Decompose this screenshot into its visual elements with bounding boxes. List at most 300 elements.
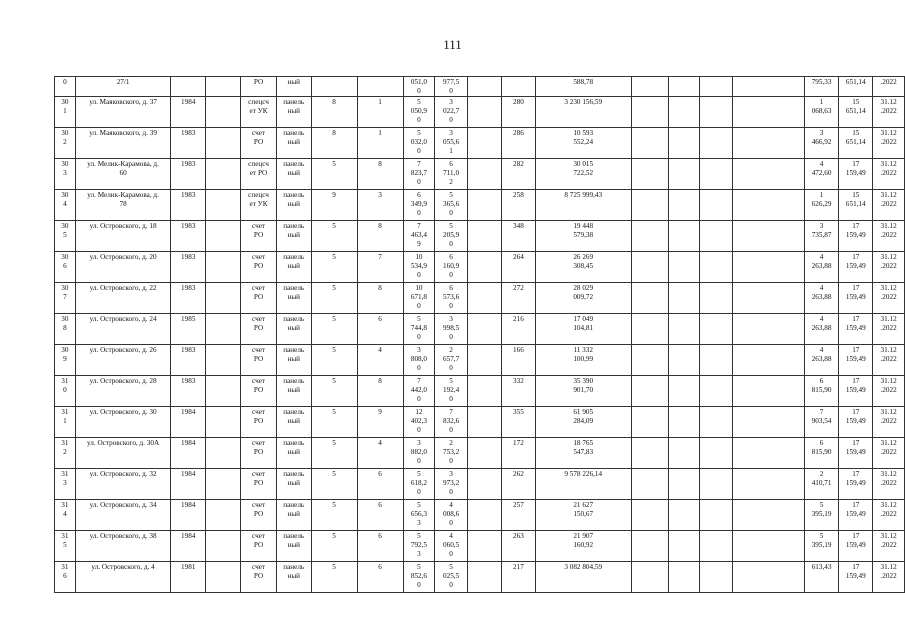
cell-max-rate: 17 159,49 xyxy=(839,159,873,190)
cell-living-area: 6 711,0 2 xyxy=(435,159,468,190)
cell-empty-cell xyxy=(206,283,241,314)
cell-cost: 3 082 804,59 xyxy=(535,562,631,593)
cell-residents: 216 xyxy=(502,314,536,345)
cell-floors: 5 xyxy=(311,407,357,438)
cell-floors: 5 xyxy=(311,221,357,252)
cell-total-area: 3 808,0 0 xyxy=(403,345,435,376)
cell-build-year: 1984 xyxy=(171,407,206,438)
cell-unit-cost: 5 395,19 xyxy=(804,531,839,562)
table-row xyxy=(55,159,905,190)
cell-floors: 9 xyxy=(311,190,357,221)
table-row xyxy=(55,407,905,438)
cell-empty-cell xyxy=(631,562,668,593)
cell-deadline: 31.12 .2022 xyxy=(873,531,905,562)
cell-floors: 5 xyxy=(311,376,357,407)
cell-empty-cell xyxy=(668,531,699,562)
cell-wall-material: панель ный xyxy=(276,500,311,531)
cell-unit-cost: 6 815,90 xyxy=(804,438,839,469)
table-row xyxy=(55,221,905,252)
cell-entrances: 6 xyxy=(357,562,403,593)
cell-empty-cell xyxy=(631,469,668,500)
cell-empty-cell xyxy=(733,500,804,531)
cell-entrances: 8 xyxy=(357,159,403,190)
cell-build-year: 1983 xyxy=(171,252,206,283)
cell-empty-cell xyxy=(467,438,501,469)
cell-residents: 282 xyxy=(502,159,536,190)
cell-cost: 21 907 160,92 xyxy=(535,531,631,562)
cell-floors: 5 xyxy=(311,283,357,314)
cell-empty-cell xyxy=(700,407,733,438)
cell-wall-material: панель ный xyxy=(276,438,311,469)
cell-fund-type: спецсч ет РО xyxy=(241,159,277,190)
cell-max-rate: 17 159,49 xyxy=(839,221,873,252)
cell-wall-material: панель ный xyxy=(276,407,311,438)
cell-entrances: 6 xyxy=(357,469,403,500)
cell-fund-type: спецсч ет УК xyxy=(241,97,277,128)
cell-empty-cell xyxy=(206,562,241,593)
cell-empty-cell xyxy=(206,345,241,376)
cell-cost: 19 448 579,38 xyxy=(535,221,631,252)
cell-empty-cell xyxy=(668,252,699,283)
cell-empty-cell xyxy=(668,438,699,469)
cell-empty-cell xyxy=(467,97,501,128)
cell-floors: 5 xyxy=(311,562,357,593)
cell-empty-cell xyxy=(668,562,699,593)
cell-empty-cell xyxy=(467,159,501,190)
cell-row-number: 31 3 xyxy=(55,469,76,500)
cell-empty-cell xyxy=(467,345,501,376)
cell-fund-type: РО xyxy=(241,77,277,97)
cell-empty-cell xyxy=(700,159,733,190)
cell-build-year: 1985 xyxy=(171,314,206,345)
cell-total-area: 7 442,0 0 xyxy=(403,376,435,407)
cell-unit-cost: 3 735,87 xyxy=(804,221,839,252)
cell-row-number: 31 5 xyxy=(55,531,76,562)
cell-empty-cell xyxy=(733,283,804,314)
cell-living-area: 5 025,5 0 xyxy=(435,562,468,593)
cell-living-area: 4 008,6 0 xyxy=(435,500,468,531)
cell-fund-type: счет РО xyxy=(241,376,277,407)
cell-wall-material: панель ный xyxy=(276,128,311,159)
cell-entrances: 9 xyxy=(357,407,403,438)
cell-total-area: 3 882,0 0 xyxy=(403,438,435,469)
cell-empty-cell xyxy=(668,97,699,128)
cell-residents: 262 xyxy=(502,469,536,500)
cell-empty-cell xyxy=(668,500,699,531)
cell-wall-material: панель ный xyxy=(276,190,311,221)
cell-empty-cell xyxy=(733,314,804,345)
cell-empty-cell xyxy=(700,345,733,376)
cell-empty-cell xyxy=(467,407,501,438)
table-row xyxy=(55,190,905,221)
cell-empty-cell xyxy=(733,252,804,283)
cell-build-year: 1984 xyxy=(171,500,206,531)
cell-empty-cell xyxy=(733,376,804,407)
cell-fund-type: счет РО xyxy=(241,500,277,531)
cell-row-number: 30 2 xyxy=(55,128,76,159)
cell-residents: 263 xyxy=(502,531,536,562)
cell-residents: 257 xyxy=(502,500,536,531)
cell-cost: 61 905 284,09 xyxy=(535,407,631,438)
cell-cost: 8 725 999,43 xyxy=(535,190,631,221)
cell-empty-cell xyxy=(467,531,501,562)
cell-floors: 5 xyxy=(311,314,357,345)
cell-max-rate: 15 651,14 xyxy=(839,128,873,159)
cell-build-year: 1984 xyxy=(171,97,206,128)
cell-unit-cost: 5 395,19 xyxy=(804,500,839,531)
cell-deadline: 31.12 .2022 xyxy=(873,345,905,376)
cell-entrances: 1 xyxy=(357,97,403,128)
cell-empty-cell xyxy=(631,531,668,562)
cell-entrances: 3 xyxy=(357,190,403,221)
cell-empty-cell xyxy=(668,345,699,376)
cell-living-area: 5 365,6 0 xyxy=(435,190,468,221)
cell-residents: 172 xyxy=(502,438,536,469)
cell-empty-cell xyxy=(631,97,668,128)
cell-max-rate: 17 159,49 xyxy=(839,500,873,531)
cell-residents: 280 xyxy=(502,97,536,128)
cell-empty-cell xyxy=(668,469,699,500)
cell-residents: 332 xyxy=(502,376,536,407)
cell-unit-cost: 7 903,54 xyxy=(804,407,839,438)
cell-total-area: 5 744,8 0 xyxy=(403,314,435,345)
cell-address: ул. Островского, д. 28 xyxy=(75,376,171,407)
cell-deadline: 31.12 .2022 xyxy=(873,438,905,469)
cell-row-number: 30 1 xyxy=(55,97,76,128)
cell-cost: 28 029 009,72 xyxy=(535,283,631,314)
cell-wall-material: панель ный xyxy=(276,345,311,376)
cell-residents: 355 xyxy=(502,407,536,438)
cell-cost: 26 269 308,45 xyxy=(535,252,631,283)
cell-total-area: 5 032,0 0 xyxy=(403,128,435,159)
cell-empty-cell xyxy=(733,438,804,469)
cell-max-rate: 17 159,49 xyxy=(839,314,873,345)
cell-empty-cell xyxy=(206,77,241,97)
table-row xyxy=(55,314,905,345)
cell-floors: 5 xyxy=(311,469,357,500)
cell-address: ул. Островского, д. 20 xyxy=(75,252,171,283)
cell-entrances: 7 xyxy=(357,252,403,283)
table-row xyxy=(55,97,905,128)
cell-empty-cell xyxy=(206,407,241,438)
cell-empty-cell xyxy=(668,283,699,314)
cell-build-year: 1983 xyxy=(171,159,206,190)
cell-residents: 264 xyxy=(502,252,536,283)
cell-max-rate: 17 159,49 xyxy=(839,531,873,562)
cell-empty-cell xyxy=(668,159,699,190)
cell-deadline: 31.12 .2022 xyxy=(873,376,905,407)
cell-empty-cell xyxy=(733,407,804,438)
cell-empty-cell xyxy=(631,500,668,531)
cell-unit-cost: 1 068,63 xyxy=(804,97,839,128)
cell-residents: 217 xyxy=(502,562,536,593)
cell-entrances: 1 xyxy=(357,128,403,159)
table-row xyxy=(55,562,905,593)
cell-empty-cell xyxy=(631,190,668,221)
cell-build-year: 1984 xyxy=(171,531,206,562)
cell-empty-cell xyxy=(733,77,804,97)
cell-max-rate: 17 159,49 xyxy=(839,252,873,283)
cell-entrances: 4 xyxy=(357,438,403,469)
cell-cost: 11 332 100,99 xyxy=(535,345,631,376)
cell-address: ул. Островского, д. 32 xyxy=(75,469,171,500)
cell-address: ул. Мелик-Карамова, д. 78 xyxy=(75,190,171,221)
cell-empty-cell xyxy=(700,97,733,128)
cell-row-number: 30 7 xyxy=(55,283,76,314)
cell-unit-cost: 4 263,88 xyxy=(804,345,839,376)
cell-total-area: 7 823,7 0 xyxy=(403,159,435,190)
cell-wall-material: панель ный xyxy=(276,314,311,345)
table-row xyxy=(55,500,905,531)
cell-unit-cost: 3 466,92 xyxy=(804,128,839,159)
cell-empty-cell xyxy=(467,469,501,500)
cell-total-area: 12 402,3 0 xyxy=(403,407,435,438)
cell-build-year: 1983 xyxy=(171,345,206,376)
cell-address: ул. Маяковского, д. 37 xyxy=(75,97,171,128)
table-row xyxy=(55,252,905,283)
cell-wall-material: ный xyxy=(276,77,311,97)
cell-fund-type: счет РО xyxy=(241,562,277,593)
cell-living-area: 977,5 0 xyxy=(435,77,468,97)
cell-fund-type: счет РО xyxy=(241,345,277,376)
cell-floors: 5 xyxy=(311,500,357,531)
cell-empty-cell xyxy=(733,469,804,500)
cell-empty-cell xyxy=(700,128,733,159)
cell-empty-cell xyxy=(206,190,241,221)
cell-wall-material: панель ный xyxy=(276,469,311,500)
cell-row-number: 30 8 xyxy=(55,314,76,345)
cell-empty-cell xyxy=(700,531,733,562)
cell-deadline: .2022 xyxy=(873,77,905,97)
cell-wall-material: панель ный xyxy=(276,376,311,407)
cell-empty-cell xyxy=(631,252,668,283)
cell-entrances: 8 xyxy=(357,283,403,314)
cell-deadline: 31.12 .2022 xyxy=(873,190,905,221)
cell-deadline: 31.12 .2022 xyxy=(873,314,905,345)
cell-fund-type: счет РО xyxy=(241,128,277,159)
cell-address: ул. Островского, д. 34 xyxy=(75,500,171,531)
cell-empty-cell xyxy=(206,469,241,500)
cell-address: ул. Мелик-Карамова, д. 60 xyxy=(75,159,171,190)
cell-max-rate: 17 159,49 xyxy=(839,283,873,314)
cell-empty-cell xyxy=(631,77,668,97)
cell-wall-material: панель ный xyxy=(276,531,311,562)
table-row xyxy=(55,438,905,469)
cell-build-year: 1983 xyxy=(171,128,206,159)
cell-floors: 5 xyxy=(311,531,357,562)
cell-empty-cell xyxy=(206,97,241,128)
cell-empty-cell xyxy=(467,252,501,283)
cell-empty-cell xyxy=(467,500,501,531)
cell-row-number: 30 6 xyxy=(55,252,76,283)
cell-fund-type: счет РО xyxy=(241,252,277,283)
cell-deadline: 31.12 .2022 xyxy=(873,97,905,128)
cell-row-number: 31 4 xyxy=(55,500,76,531)
cell-max-rate: 17 159,49 xyxy=(839,407,873,438)
cell-empty-cell xyxy=(206,376,241,407)
housing-register-table xyxy=(54,76,905,593)
cell-build-year: 1983 xyxy=(171,221,206,252)
cell-total-area: 5 618,2 0 xyxy=(403,469,435,500)
cell-entrances: 8 xyxy=(357,376,403,407)
cell-empty-cell xyxy=(700,500,733,531)
cell-empty-cell xyxy=(733,562,804,593)
cell-empty-cell xyxy=(700,252,733,283)
cell-living-area: 3 998,5 0 xyxy=(435,314,468,345)
cell-total-area: 5 792,5 3 xyxy=(403,531,435,562)
cell-residents: 258 xyxy=(502,190,536,221)
cell-floors: 5 xyxy=(311,345,357,376)
cell-empty-cell xyxy=(733,97,804,128)
cell-unit-cost: 613,43 xyxy=(804,562,839,593)
cell-address: ул. Островского, д. 30А xyxy=(75,438,171,469)
cell-living-area: 3 973,2 0 xyxy=(435,469,468,500)
table-row xyxy=(55,376,905,407)
cell-address: ул. Островского, д. 26 xyxy=(75,345,171,376)
cell-total-area: 6 349,9 0 xyxy=(403,190,435,221)
cell-max-rate: 15 651,14 xyxy=(839,97,873,128)
cell-deadline: 31.12 .2022 xyxy=(873,128,905,159)
cell-wall-material: панель ный xyxy=(276,283,311,314)
cell-empty-cell xyxy=(700,562,733,593)
cell-row-number: 31 6 xyxy=(55,562,76,593)
cell-residents xyxy=(502,77,536,97)
cell-unit-cost: 6 815,90 xyxy=(804,376,839,407)
cell-empty-cell xyxy=(467,221,501,252)
cell-build-year: 1984 xyxy=(171,469,206,500)
cell-cost: 17 049 104,81 xyxy=(535,314,631,345)
cell-empty-cell xyxy=(631,283,668,314)
cell-entrances: 8 xyxy=(357,221,403,252)
cell-empty-cell xyxy=(631,376,668,407)
cell-residents: 272 xyxy=(502,283,536,314)
cell-row-number: 30 4 xyxy=(55,190,76,221)
cell-deadline: 31.12 .2022 xyxy=(873,159,905,190)
cell-empty-cell xyxy=(733,531,804,562)
cell-living-area: 2 753,2 0 xyxy=(435,438,468,469)
cell-empty-cell xyxy=(733,190,804,221)
cell-deadline: 31.12 .2022 xyxy=(873,221,905,252)
cell-deadline: 31.12 .2022 xyxy=(873,562,905,593)
cell-empty-cell xyxy=(206,221,241,252)
cell-address: ул. Островского, д. 24 xyxy=(75,314,171,345)
cell-living-area: 5 205,9 0 xyxy=(435,221,468,252)
cell-empty-cell xyxy=(700,190,733,221)
cell-entrances xyxy=(357,77,403,97)
cell-floors: 8 xyxy=(311,128,357,159)
table-row xyxy=(55,283,905,314)
cell-empty-cell xyxy=(700,469,733,500)
cell-entrances: 4 xyxy=(357,345,403,376)
cell-cost: 18 765 547,83 xyxy=(535,438,631,469)
cell-floors: 8 xyxy=(311,97,357,128)
cell-cost: 9 578 226,14 xyxy=(535,469,631,500)
cell-fund-type: счет РО xyxy=(241,221,277,252)
cell-empty-cell xyxy=(206,531,241,562)
cell-deadline: 31.12 .2022 xyxy=(873,500,905,531)
table-row xyxy=(55,77,905,97)
cell-unit-cost: 1 626,29 xyxy=(804,190,839,221)
cell-empty-cell xyxy=(206,314,241,345)
cell-empty-cell xyxy=(733,345,804,376)
cell-entrances: 6 xyxy=(357,314,403,345)
cell-living-area: 7 832,6 0 xyxy=(435,407,468,438)
cell-deadline: 31.12 .2022 xyxy=(873,469,905,500)
cell-row-number: 31 0 xyxy=(55,376,76,407)
table-row xyxy=(55,128,905,159)
cell-address: ул. Островского, д. 4 xyxy=(75,562,171,593)
cell-empty-cell xyxy=(631,221,668,252)
cell-total-area: 10 671,8 0 xyxy=(403,283,435,314)
cell-empty-cell xyxy=(700,438,733,469)
cell-wall-material: панель ный xyxy=(276,97,311,128)
cell-fund-type: счет РО xyxy=(241,407,277,438)
cell-empty-cell xyxy=(631,314,668,345)
cell-deadline: 31.12 .2022 xyxy=(873,407,905,438)
cell-living-area: 6 160,9 0 xyxy=(435,252,468,283)
cell-unit-cost: 2 410,71 xyxy=(804,469,839,500)
cell-cost: 588,78 xyxy=(535,77,631,97)
cell-wall-material: панель ный xyxy=(276,562,311,593)
cell-total-area: 7 463,4 9 xyxy=(403,221,435,252)
cell-living-area: 6 573,6 0 xyxy=(435,283,468,314)
cell-residents: 166 xyxy=(502,345,536,376)
cell-address: ул. Островского, д. 22 xyxy=(75,283,171,314)
cell-living-area: 3 022,7 0 xyxy=(435,97,468,128)
cell-unit-cost: 4 472,60 xyxy=(804,159,839,190)
cell-empty-cell xyxy=(467,283,501,314)
cell-row-number: 30 5 xyxy=(55,221,76,252)
cell-build-year xyxy=(171,77,206,97)
cell-max-rate: 17 159,49 xyxy=(839,469,873,500)
cell-max-rate: 17 159,49 xyxy=(839,438,873,469)
cell-unit-cost: 4 263,88 xyxy=(804,252,839,283)
cell-empty-cell xyxy=(668,190,699,221)
cell-address: ул. Островского, д. 38 xyxy=(75,531,171,562)
cell-empty-cell xyxy=(700,283,733,314)
cell-row-number: 31 2 xyxy=(55,438,76,469)
cell-row-number: 31 1 xyxy=(55,407,76,438)
cell-living-area: 2 657,7 0 xyxy=(435,345,468,376)
cell-row-number: 30 9 xyxy=(55,345,76,376)
cell-fund-type: счет РО xyxy=(241,283,277,314)
cell-cost: 21 627 150,67 xyxy=(535,500,631,531)
cell-build-year: 1984 xyxy=(171,438,206,469)
cell-build-year: 1983 xyxy=(171,190,206,221)
cell-empty-cell xyxy=(631,438,668,469)
cell-empty-cell xyxy=(631,407,668,438)
cell-max-rate: 17 159,49 xyxy=(839,562,873,593)
cell-empty-cell xyxy=(668,376,699,407)
cell-deadline: 31.12 .2022 xyxy=(873,252,905,283)
cell-address: ул. Маяковского, д. 39 xyxy=(75,128,171,159)
cell-empty-cell xyxy=(668,128,699,159)
cell-living-area: 5 192,4 0 xyxy=(435,376,468,407)
cell-max-rate: 651,14 xyxy=(839,77,873,97)
cell-row-number: 0 xyxy=(55,77,76,97)
cell-total-area: 10 534,9 0 xyxy=(403,252,435,283)
cell-empty-cell xyxy=(206,252,241,283)
cell-unit-cost: 795,33 xyxy=(804,77,839,97)
cell-empty-cell xyxy=(467,190,501,221)
cell-empty-cell xyxy=(668,221,699,252)
cell-address: 27/1 xyxy=(75,77,171,97)
cell-total-area: 5 050,9 0 xyxy=(403,97,435,128)
cell-build-year: 1983 xyxy=(171,376,206,407)
cell-empty-cell xyxy=(700,376,733,407)
cell-cost: 3 230 156,59 xyxy=(535,97,631,128)
cell-wall-material: панель ный xyxy=(276,159,311,190)
